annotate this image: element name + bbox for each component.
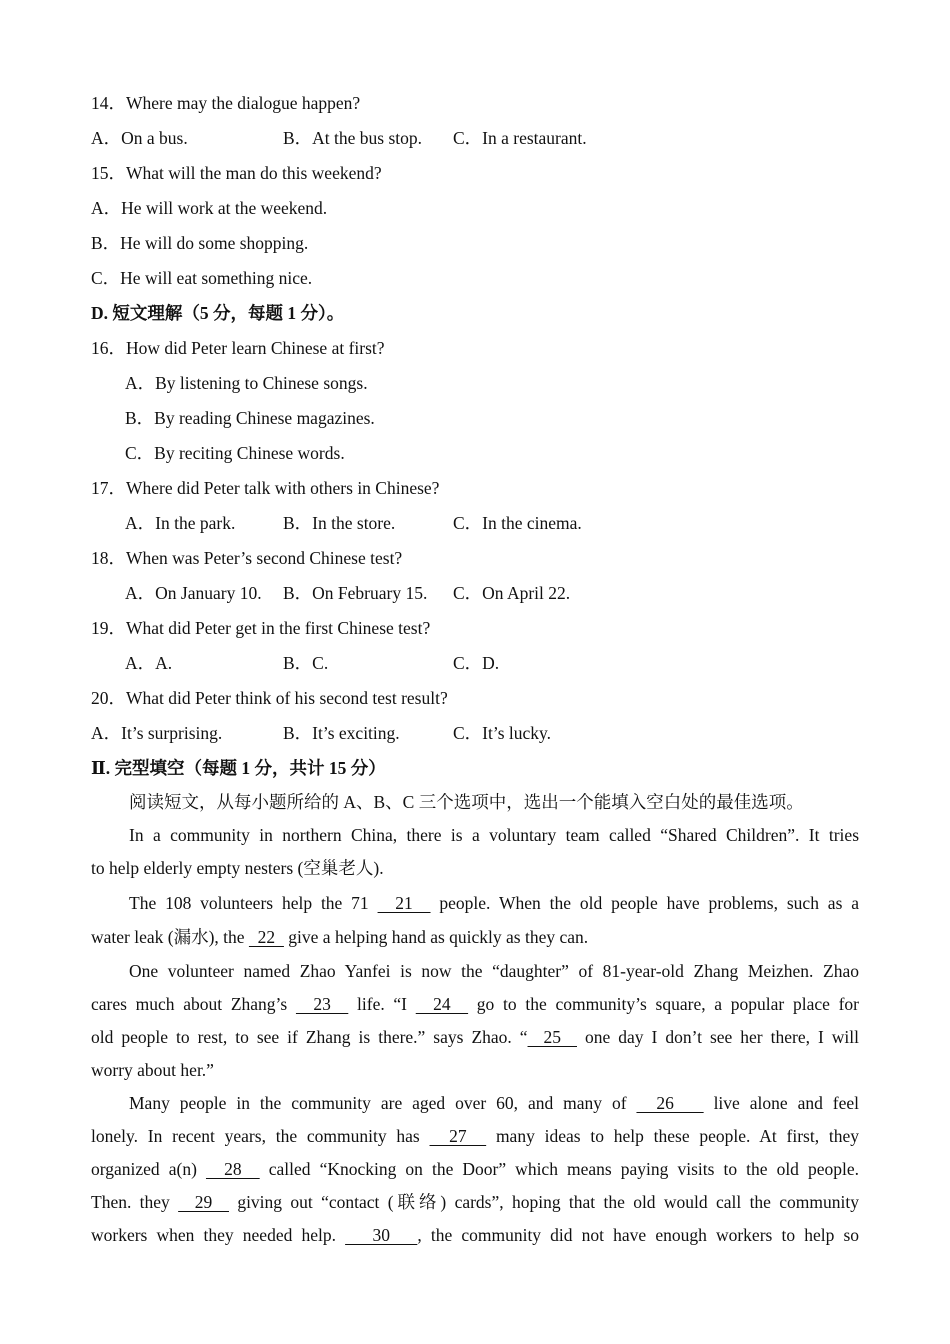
option-b: B．He will do some shopping. bbox=[91, 233, 309, 253]
option-c: C．On April 22. bbox=[453, 583, 571, 603]
question-20-stem: 20．What did Peter think of his second test result? bbox=[91, 688, 448, 708]
option-c: C．It’s lucky. bbox=[453, 723, 552, 743]
section-d-heading: D. 短文理解（5 分，每题 1 分）。 bbox=[91, 303, 345, 323]
passage-line: to help elderly empty nesters (空巢老人). bbox=[91, 858, 384, 878]
question-16-stem: 16．How did Peter learn Chinese at first? bbox=[91, 338, 385, 358]
option-a: A．On January 10. bbox=[125, 583, 262, 603]
option-c: C．In the cinema. bbox=[453, 513, 582, 533]
option-a: A．In the park. bbox=[125, 513, 236, 533]
option-c: C．He will eat something nice. bbox=[91, 268, 313, 288]
option-a: A．It’s surprising. bbox=[91, 723, 223, 743]
option-b: B．C. bbox=[283, 653, 329, 673]
option-b: B．It’s exciting. bbox=[283, 723, 400, 743]
blank-27: 27 bbox=[429, 1126, 487, 1146]
option-a: A．He will work at the weekend. bbox=[91, 198, 328, 218]
passage-line: Many people in the community are aged over 60, and many of 26 live alone and feel bbox=[129, 1093, 859, 1113]
question-14-stem: 14．Where may the dialogue happen? bbox=[91, 93, 361, 113]
question-17-stem: 17．Where did Peter talk with others in Chinese? bbox=[91, 478, 440, 498]
option-b: B．At the bus stop. bbox=[283, 128, 423, 148]
blank-29: 29 bbox=[178, 1192, 229, 1212]
blank-26: 26 bbox=[636, 1093, 704, 1113]
blank-21: 21 bbox=[377, 893, 431, 913]
blank-24: 24 bbox=[415, 994, 469, 1014]
passage-line: organized a(n) 28 called “Knocking on the Door” which means paying visits to the old people. bbox=[91, 1159, 860, 1179]
section-ii-heading: Ⅱ. 完型填空（每题 1 分，共计 15 分） bbox=[91, 758, 386, 778]
passage-line: One volunteer named Zhao Yanfei is now the “daughter” of 81-year-old Zhang Meizhen. Zhao bbox=[129, 961, 859, 981]
passage-line: workers when they needed help. 30 , the community did not have enough workers to help so bbox=[91, 1225, 860, 1245]
blank-30: 30 bbox=[345, 1225, 418, 1245]
option-a: A．By listening to Chinese songs. bbox=[125, 373, 368, 393]
passage-line: worry about her.” bbox=[91, 1060, 214, 1080]
question-20-options bbox=[91, 722, 552, 744]
passage-line: water leak (漏水), the 22 give a helping hand as quickly as they can. bbox=[91, 927, 589, 947]
question-19-options bbox=[125, 652, 500, 674]
option-b: B．By reading Chinese magazines. bbox=[125, 408, 375, 428]
instruction-text: 阅读短文，从每小题所给的 A、B、C 三个选项中，选出一个能填入空白处的最佳选项。 bbox=[129, 792, 804, 812]
option-b: B．On February 15. bbox=[283, 583, 428, 603]
blank-28: 28 bbox=[205, 1159, 260, 1179]
blank-25: 25 bbox=[527, 1027, 577, 1047]
option-c: C．D. bbox=[453, 653, 500, 673]
question-18-options bbox=[125, 582, 571, 604]
question-14-options bbox=[91, 127, 587, 149]
passage bbox=[91, 819, 859, 1252]
passage-line: cares much about Zhang’s 23 life. “I 24 go to the community’s square, a popular place for bbox=[91, 994, 859, 1014]
option-a: A．A. bbox=[125, 653, 173, 673]
question-17-options bbox=[125, 512, 582, 534]
passage-line: lonely. In recent years, the community has 27 many ideas to help these people. At first, they bbox=[91, 1126, 859, 1146]
blank-22: 22 bbox=[248, 927, 284, 947]
passage-line: Then. they 29 giving out “contact (联络) cards”, hoping that the old would call the community bbox=[91, 1192, 859, 1212]
option-a: A．On a bus. bbox=[91, 128, 188, 148]
option-c: C．By reciting Chinese words. bbox=[125, 443, 345, 463]
question-15-stem: 15．What will the man do this weekend? bbox=[91, 163, 382, 183]
passage-line: In a community in northern China, there is a voluntary team called “Shared Children”. It tries bbox=[129, 825, 859, 845]
question-18-stem: 18．When was Peter’s second Chinese test? bbox=[91, 548, 403, 568]
question-19-stem: 19．What did Peter get in the first Chinese test? bbox=[91, 618, 431, 638]
option-b: B．In the store. bbox=[283, 513, 396, 533]
passage-line: old people to rest, to see if Zhang is there.” says Zhao. “ 25 one day I don’t see her there, I will bbox=[91, 1027, 859, 1047]
option-c: C．In a restaurant. bbox=[453, 128, 587, 148]
blank-23: 23 bbox=[295, 994, 349, 1014]
passage-line: The 108 volunteers help the 71 21 people. When the old people have problems, such as a bbox=[129, 893, 860, 913]
